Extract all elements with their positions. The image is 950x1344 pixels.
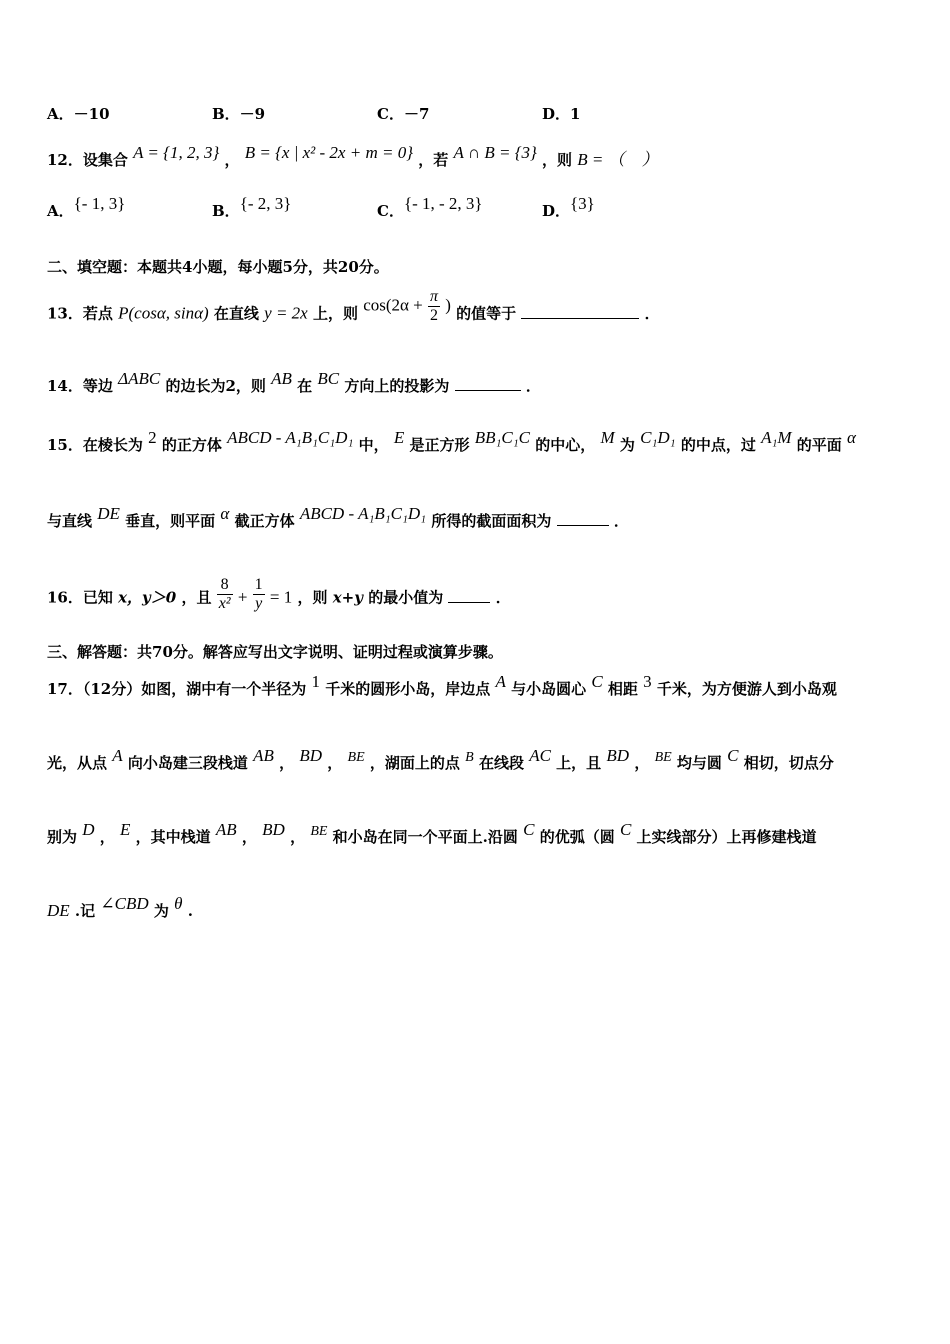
section-3-heading: 三、解答题：共70分。解答应写出文字说明、证明过程或演算步骤。 (47, 643, 503, 661)
question-12: 12．设集合 A = {1, 2, 3} ， B = {x | x² - 2x + m = 0} ，若 A ∩ B = {3} ，则 B = （ ） (47, 143, 659, 169)
intersection-condition: A ∩ B = {3} (453, 143, 537, 162)
question-13: 13．若点 P(cosα, sinα) 在直线 y = 2x 上，则 cos(2α + $\frac{\pi}{2}$ ) 的值等于 ． (47, 288, 660, 324)
q12-option-d: D．{3} (542, 194, 595, 220)
answer-blank (455, 376, 521, 391)
q11-option-d: D．1 (542, 105, 581, 123)
cos-expression: cos(2α + $\frac{\pi}{2}$ ) (363, 288, 451, 324)
question-14: 14．等边 ΔABC 的边长为2，则 AB 在 BC 方向上的投影为 ． (47, 369, 541, 395)
set-b: B = {x | x² - 2x + m = 0} (244, 143, 413, 162)
question-16: 16．已知 x，y＞0 ，且 $\frac{8}{\text{x²}}$ + $\frac{1}{y}$ = 1 ，则 x+y 的最小值为 ． (47, 576, 511, 612)
arc-de: DE (47, 901, 70, 920)
set-a: A = {1, 2, 3} (133, 143, 220, 162)
answer-blank (448, 588, 490, 603)
question-15-line-2: 与直线 DE 垂直，则平面 α 截正方体 ABCD - A₁B₁C₁D₁ 所得的截面面积为 ． (47, 504, 629, 530)
q12-option-a: A．{- 1, 3} (47, 194, 126, 220)
question-15-line-1: 15．在棱长为 2 的正方体 ABCD - A₁B₁C₁D₁ 中， E 是正方形 BB₁C₁C 的中心， M 为 C₁D₁ 的中点，过 A₁M 的平面 α (47, 428, 856, 454)
question-17-line-2: 光，从点 A 向小岛建三段栈道 AB ， BD ， BE ，湖面上的点 B 在线段 AC 上，且 BD ， BE 均与圆 C 相切，切点分 (47, 746, 834, 772)
q12-option-b: B．{- 2, 3} (212, 194, 292, 220)
q11-option-b: B．－9 (212, 105, 266, 123)
q11-option-a: A．－10 (47, 105, 110, 123)
q11-option-c: C．－7 (377, 105, 430, 123)
question-17-line-3: 别为 D ， E ，其中栈道 AB ， BD ， BE 和小岛在同一个平面上.沿圆 C 的优弧（圆 C 上实线部分）上再修建栈道 (47, 820, 817, 846)
answer-blank (557, 511, 609, 526)
answer-blank (521, 304, 639, 319)
section-2-heading: 二、填空题：本题共4小题，每小题5分，共20分。 (47, 258, 389, 276)
q12-option-c: C．{- 1, - 2, 3} (377, 194, 483, 220)
question-17-line-1: 17．（12分）如图，湖中有一个半径为 1 千米的圆形小岛，岸边点 A 与小岛圆心 C 相距 3 千米，为方便游人到小岛观 (47, 672, 837, 698)
question-17-line-4: DE .记 ∠CBD 为 θ . (47, 894, 193, 920)
